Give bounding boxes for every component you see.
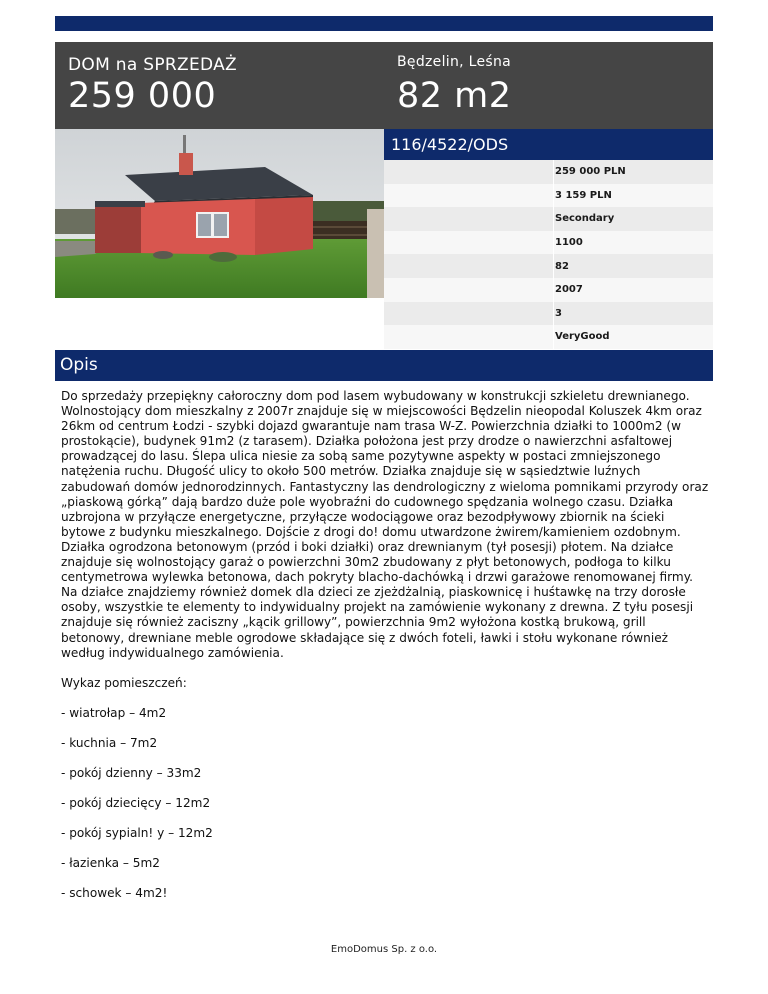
details-row [384,184,713,208]
rooms-title: Wykaz pomieszczeń: [61,675,187,690]
detail-value: 3 159 PLN [555,189,612,201]
details-row [384,207,713,231]
room-item: - wiatrołap – 4m2 [61,705,167,720]
room-item: - kuchnia – 7m2 [61,735,158,750]
details-row [384,302,713,326]
property-photo [55,129,384,298]
description [61,389,709,916]
room-item: - łazienka – 5m2 [61,856,160,871]
description-main: Do sprzedaży przepiękny całoroczny dom pod lasem wybudowany w konstrukcji szkieletu drewnianego. Wolnostojący dom mieszkalny z 2007r znajduje się w miejscowości Będzelin nieopodal Koluszek 4km oraz 26km od centrum Łodzi - szybki dojazd gwarantuje nam trasa W-Z. Powierzchnia działki to 1000m2 (w prostokącie), budynek 91m2 (z tarasem). Działka położona jest przy drodze o nawierzchni asfaltowej prowadzącej do lasu. Ślepa ulica niesie za sobą same pozytywne aspekty w postaci zmniejszonego natężenia ruchu. Długość ulicy to około 500 metrów. Działka znajduje się w sąsiedztwie luźnych zabudowań domów jednorodzinnych. Fantastyczny las dendrologiczny z wieloma pomnikami przyrody oraz „piaskową górką” dają bardzo duże pole wyobraźni do cudownego spędzania wolnego czasu. Działka uzbrojona w przyłącze energetyczne, przyłącze wodociągowe oraz bezodpływowy zbiornik na ścieki bytowe z budynku mieszkalnego. Dojście z drogi do! domu utwardzone żwirem/kamieniem ozdobnym. Działka ogrodzona betonowym (przód i boki działki) oraz drewnianym (tył posesji) płotem. Na działce znajduje się wolnostojący garaż o powierzchni 30m2 zbudowany z płyt betonowych, podłoga to kilku centymetrowa wylewka betonowa, dach pokryty blacho-dachówką i drzwi garażowe renomowanej firmy. Na działce znajdziemy również domek dla dzieci ze zjeżdżalnią, piaskownicę i huśtawkę na trzy dorosłe osoby, wszystkie te elementy to indywidualny projekt na zamówienie wykonany z drewna. Z tyłu posesji znajduje się również zaciszny „kącik grillowy”, powierzchnia 9m2 wyłożona kostką brukową, grill betonowy, drewniane meble ogrodowe składające się z dwóch foteli, ławki i stołu wykonane również według indywidualnego zamówienia. [61,389,709,660]
room-item: - pokój sypialn! y – 12m2 [61,826,213,841]
footer-company: EmoDomus Sp. z o.o. [330,944,438,955]
details-row [384,160,713,184]
details-row [384,278,713,302]
top-accent-bar [55,16,713,31]
detail-value: 259 000 PLN [555,166,626,178]
detail-value: 82 [555,260,569,272]
detail-value: 1100 [555,237,583,249]
room-item: - schowek – 4m2! [61,886,168,901]
section-title-description: Opis [55,350,713,381]
listing-location: Będzelin, Leśna [397,54,512,70]
room-item: - pokój dziecięcy – 12m2 [61,796,211,811]
details-row [384,231,713,255]
details-row [384,254,713,278]
listing-type: DOM na SPRZEDAŻ [68,55,237,75]
detail-value: 3 [555,307,562,319]
listing-reference: 116/4522/ODS [384,129,713,160]
details-row [384,325,713,349]
room-item: - pokój dzienny – 33m2 [61,765,202,780]
details-table [384,160,713,349]
detail-value: Secondary [555,213,615,225]
listing-price: 259 000 [68,76,217,116]
detail-value: 2007 [555,284,583,296]
listing-area: 82 m2 [397,76,512,116]
detail-value: VeryGood [555,331,610,343]
listing-header [55,42,713,129]
